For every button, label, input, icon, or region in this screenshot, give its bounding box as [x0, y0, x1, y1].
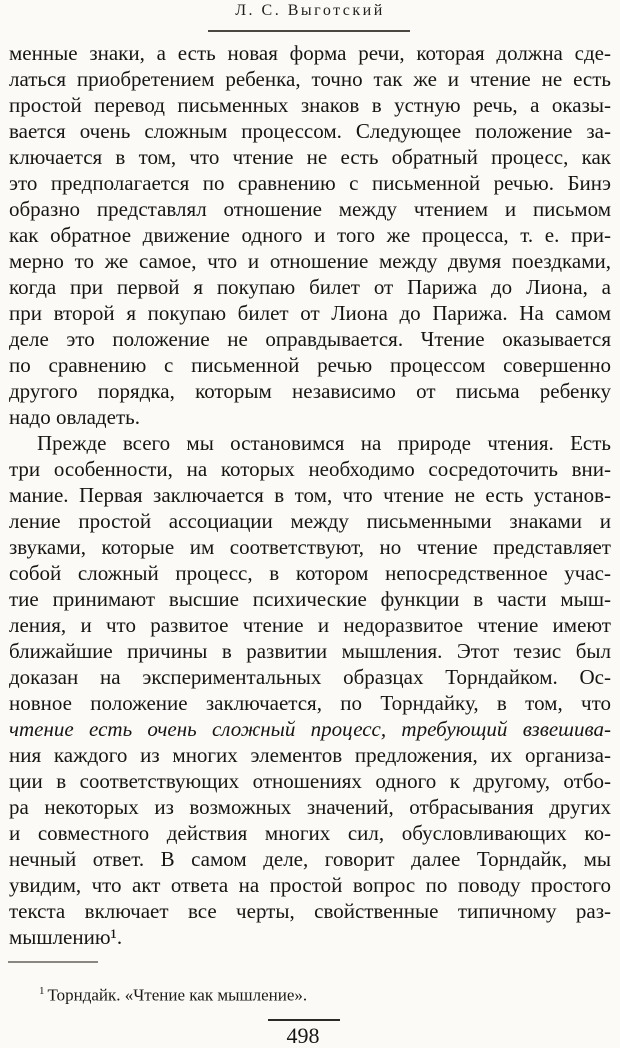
text-line: мание. Первая заключается в том, что чтение не есть установ-: [9, 483, 611, 507]
text-line: по сравнению с письменной речью процессом совершенно: [9, 353, 611, 377]
footnote-rule: [8, 961, 98, 963]
text-line: новное положение заключается, по Торндайку, в том, что: [9, 691, 611, 715]
text-line: звуками, которые им соответствуют, но чтение представляет: [9, 535, 611, 559]
body-text: [9, 40, 611, 950]
text-line: простой перевод письменных знаков в устную речь, а оказы-: [9, 93, 611, 117]
text-line: Прежде всего мы остановимся на природе чтения. Есть: [37, 431, 611, 455]
text-line: это предполагается по сравнению с письменной речью. Бинэ: [9, 171, 611, 195]
text-line: мышлению¹.: [9, 925, 123, 949]
text-line: тие принимают высшие психические функции в части мыш-: [9, 587, 611, 611]
page-number-rule: [268, 1019, 340, 1021]
footnote-text: Торндайк. «Чтение как мышление».: [47, 985, 308, 1005]
text-line: ления, и что развитое чтение и недоразвитое чтение имеют: [9, 613, 611, 637]
text-line: ближайшие причины в развитии мышления. Этот тезис был: [9, 639, 611, 663]
text-line: текста включает все черты, свойственные типичному раз-: [9, 899, 611, 923]
text-line: надо овладеть.: [9, 405, 140, 429]
text-line: собой сложный процесс, в котором непосредственное учас-: [9, 561, 611, 585]
text-line: и совместного действия многих сил, обусловливающих ко-: [9, 821, 611, 845]
text-line: деле это положение не оправдывается. Чтение оказывается: [9, 327, 611, 351]
running-head-author: Л. С. Выготский: [235, 2, 385, 19]
page-number: 498: [286, 1023, 320, 1048]
text-line: вается очень сложным процессом. Следующее положение за-: [9, 119, 611, 143]
text-line: доказан на экспериментальных образцах Торндайком. Ос-: [9, 665, 611, 689]
text-line: мерно то же самое, что и отношение между двумя поездками,: [9, 249, 611, 273]
text-line: ния каждого из многих элементов предложения, их организа-: [9, 743, 611, 767]
footnote-marker: 1: [39, 985, 45, 997]
text-line: при второй я покупаю билет от Лиона до Парижа. На самом: [9, 301, 611, 325]
text-line: когда при первой я покупаю билет от Парижа до Лиона, а: [9, 275, 611, 299]
text-line: три особенности, на которых необходимо сосредоточить вни-: [9, 457, 611, 481]
footnote: [9, 980, 611, 1007]
text-line: менные знаки, а есть новая форма речи, которая должна сде-: [9, 41, 611, 65]
text-line: ра некоторых из возможных значений, отбрасывания других: [9, 795, 611, 819]
text-line: другого порядка, которым независимо от письма ребенку: [9, 379, 611, 403]
text-line: ление простой ассоциации между письменными знаками и: [9, 509, 611, 533]
text-line: нечный ответ. В самом деле, говорит далее Торндайк, мы: [9, 847, 611, 871]
text-line: ции в соответствующих отношениях одного к другому, отбо-: [9, 769, 611, 793]
text-line: образно представлял отношение между чтением и письмом: [9, 197, 611, 221]
header-rule: [208, 30, 410, 32]
text-line: чтение есть очень сложный процесс, требующий взвешива-: [9, 717, 611, 741]
text-line: увидим, что акт ответа на простой вопрос по поводу простого: [9, 873, 611, 897]
text-line: латься приобретением ребенка, точно так же и чтение не есть: [9, 67, 611, 91]
text-line: ключается в том, что чтение не есть обратный процесс, как: [9, 145, 611, 169]
text-line: как обратное движение одного и того же процесса, т. е. при-: [9, 223, 611, 247]
